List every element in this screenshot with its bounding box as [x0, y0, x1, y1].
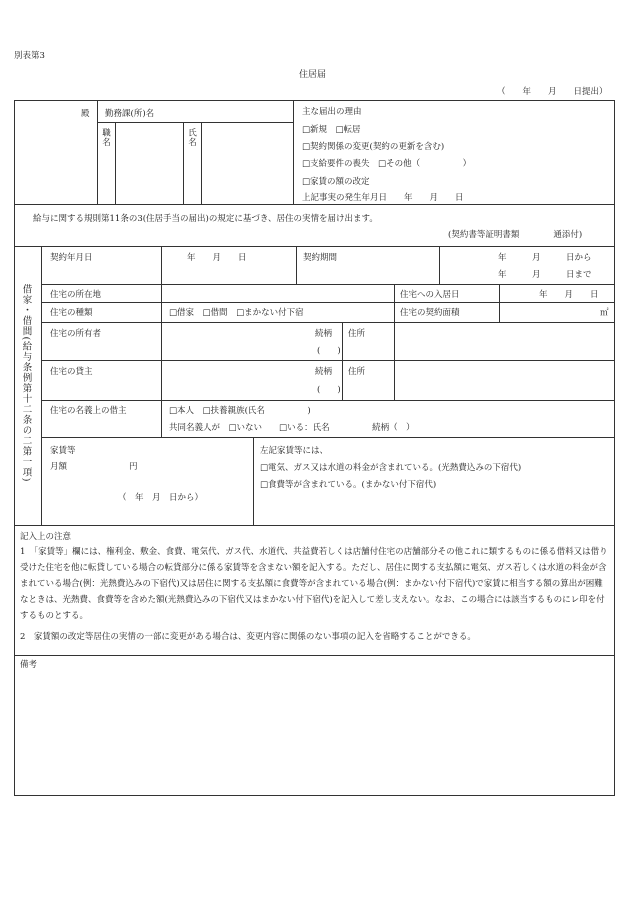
reason-contract-change[interactable]: □契約関係の変更(契約の更新を含む) — [302, 142, 445, 152]
reason-loss-other[interactable]: □支給要件の喪失 □その他（ ） — [302, 159, 472, 169]
remarks-label: 備考 — [20, 660, 38, 670]
lessor-label: 住宅の貸主 — [50, 367, 93, 377]
divider — [41, 437, 615, 438]
divider — [161, 246, 162, 284]
divider — [41, 246, 42, 525]
divider — [439, 246, 440, 284]
owner-relation-paren[interactable]: ( ) — [317, 346, 341, 356]
contract-from[interactable]: 年 月 日から — [498, 253, 592, 263]
divider — [394, 284, 395, 322]
divider — [14, 246, 615, 247]
divider — [201, 122, 202, 204]
divider — [97, 122, 293, 123]
lessee-options[interactable]: □本人 □扶養親族(氏名 ) — [169, 406, 311, 416]
dept-label: 勤務課(所)名 — [105, 109, 155, 119]
move-in-value[interactable]: 年 月 日 — [539, 290, 599, 300]
name-input[interactable] — [203, 124, 291, 202]
lessor-relation-paren[interactable]: ( ) — [317, 385, 341, 395]
contract-period-label: 契約期間 — [303, 253, 338, 263]
divider — [342, 360, 343, 400]
reason-new-move[interactable]: □新規 □転居 — [302, 125, 361, 135]
divider — [296, 246, 297, 284]
rent-includes-title: 左記家賃等には、 — [260, 446, 329, 456]
reasons-title: 主な届出の理由 — [302, 107, 362, 117]
monthly-label: 月額 — [50, 462, 68, 472]
divider — [14, 204, 615, 205]
yen-unit: 円 — [129, 462, 138, 472]
divider — [14, 655, 615, 656]
side-heading: 借家・借間(給与条例第十二条の二第一項) — [20, 284, 32, 483]
joint-name-line[interactable]: 共同名義人が □いない □いる：氏名 続柄（ ） — [169, 423, 415, 433]
lessee-label: 住宅の名義上の借主 — [50, 406, 127, 416]
contract-to[interactable]: 年 月 日まで — [498, 270, 592, 280]
rent-since[interactable]: （ 年 月 日から） — [118, 493, 204, 503]
position-input[interactable] — [117, 124, 181, 202]
meals-included-check[interactable]: □食費等が含まれている。(まかない付下宿代) — [260, 480, 437, 490]
divider — [161, 360, 162, 400]
divider — [41, 284, 615, 285]
contract-date-value[interactable]: 年 月 日 — [187, 253, 247, 263]
event-date[interactable]: 上記事実の発生年月日 年 月 日 — [302, 193, 464, 203]
area-unit: ㎡ — [600, 308, 609, 318]
move-in-label: 住宅への入居日 — [400, 290, 460, 300]
lessor-relation-label: 続柄 — [315, 367, 333, 377]
form-title: 住居届 — [299, 70, 327, 80]
address-input[interactable] — [163, 286, 391, 300]
divider — [41, 322, 615, 323]
divider — [394, 322, 395, 360]
divider — [293, 100, 294, 204]
divider — [97, 100, 98, 204]
divider — [41, 400, 615, 401]
owner-relation-label: 続柄 — [315, 329, 333, 339]
owner-label: 住宅の所有者 — [50, 329, 102, 339]
rent-label: 家賃等 — [50, 446, 76, 456]
lessor-address-label: 住所 — [348, 367, 366, 377]
divider — [499, 284, 500, 322]
note-2: 2 家賃額の改定等居住の実情の一部に変更がある場合は、変更内容に関係のない事項の記入を省略することができる。 — [20, 632, 476, 642]
contract-date-label: 契約年月日 — [50, 253, 93, 263]
position-label: 職名 — [100, 128, 111, 147]
divider — [41, 360, 615, 361]
divider — [115, 122, 116, 204]
divider — [161, 284, 162, 302]
reason-rent-revision[interactable]: □家賃の額の改定 — [302, 177, 370, 187]
submission-date[interactable]: （ 年 月 日提出） — [497, 87, 608, 97]
area-label: 住宅の契約面積 — [400, 308, 460, 318]
divider — [41, 302, 615, 303]
divider — [183, 122, 184, 204]
appendix-label: 別表第3 — [14, 51, 45, 61]
address-label: 住宅の所在地 — [50, 290, 102, 300]
divider — [342, 322, 343, 360]
type-label: 住宅の種類 — [50, 308, 93, 318]
utilities-included-check[interactable]: □電気、ガス又は水道の料金が含まれている。(光熱費込みの下宿代) — [260, 463, 522, 473]
name-label: 氏名 — [186, 128, 197, 147]
note-1: 1 「家賃等」欄には、権利金、敷金、食費、電気代、ガス代、水道代、共益費若しくは店舗付住宅の店舗部分その他これに類するものに係る借料又は借り受けた住宅を他に転貸している場合の転貸部分に係る家賃等を含まない額を記入する。ただし、居住に関する支払額に電気、ガス若しくは水道の料金が含まれている場合(例：光熱費込みの下宿代)又は居住に関する支払額に食費等が含まれている場合(例：まかない付下宿代)で家賃に相当する額の算出が困難なときは、光熱費、食費等を含めた額(光熱費込みの下宿代又はまかない付下宿代)を記入して差し支えない。なお、この場合には該当するものにレ印を付するものとする。 — [20, 547, 608, 621]
divider — [253, 437, 254, 525]
dono-label: 殿 — [81, 109, 90, 119]
remarks-input[interactable] — [16, 672, 613, 794]
notes-title: 記入上の注意 — [20, 532, 72, 542]
divider — [161, 302, 162, 322]
type-options[interactable]: □借家 □借間 □まかない付下宿 — [169, 308, 304, 318]
divider — [161, 322, 162, 360]
divider — [394, 360, 395, 400]
divider — [161, 400, 162, 437]
attachment-note: (契約書等証明書類 通添付) — [448, 230, 583, 240]
owner-address-label: 住所 — [348, 329, 366, 339]
divider — [14, 525, 615, 526]
declaration-text: 給与に関する規則第11条の3(住居手当の届出)の規定に基づき、居住の実情を届け出ます。 — [33, 214, 378, 224]
dept-input[interactable] — [175, 106, 290, 122]
